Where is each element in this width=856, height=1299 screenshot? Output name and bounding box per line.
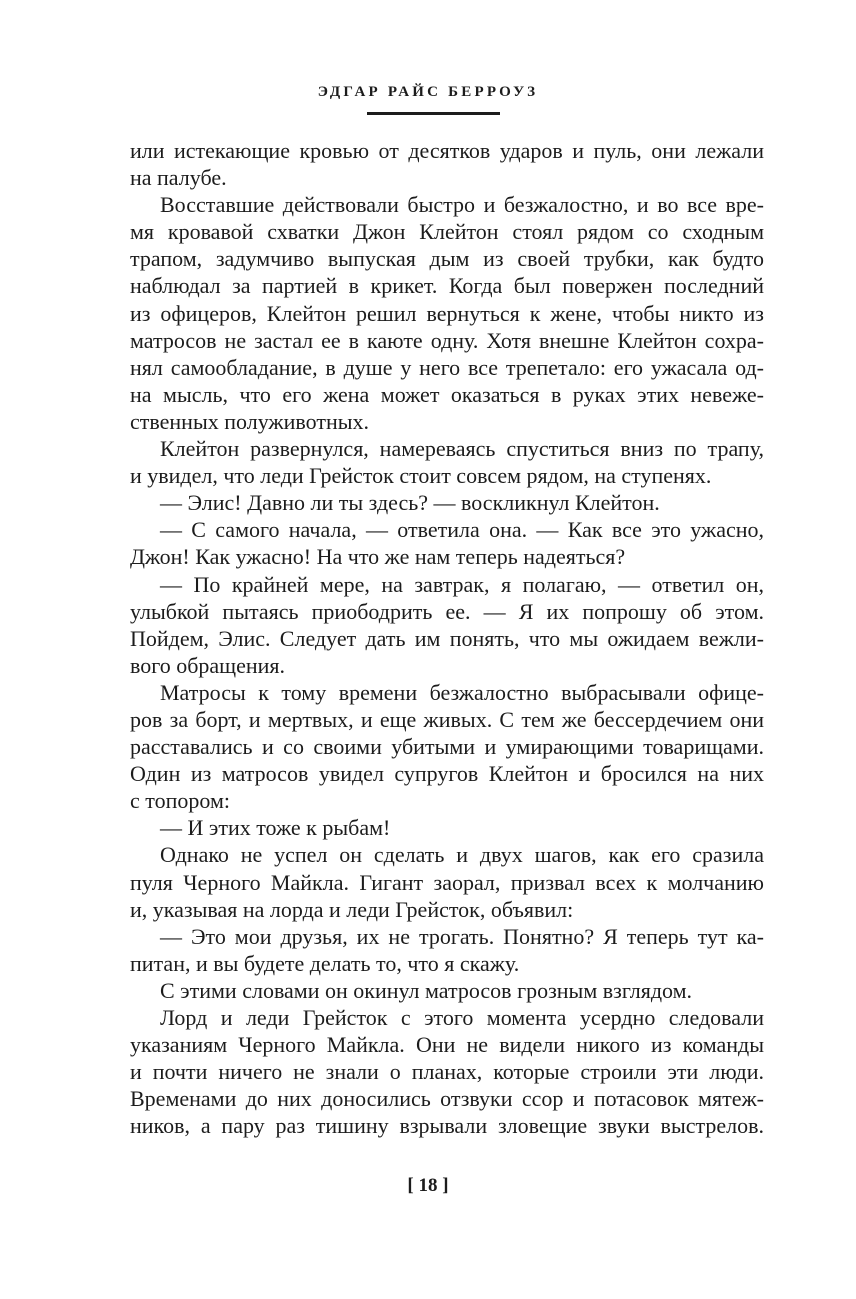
text-line: — Элис! Давно ли ты здесь? — воскликнул Клейтон. xyxy=(160,490,660,516)
text-line: вого обращения. xyxy=(130,652,286,678)
text-line: на мысль, что его жена может оказаться в руках этих невеже- xyxy=(130,381,764,407)
text-line: трапом, задумчиво выпуская дым из своей трубки, как будто xyxy=(130,246,764,272)
body-text xyxy=(130,137,764,1139)
text-line: и увидел, что леди Грейсток стоит совсем рядом, на ступенях. xyxy=(130,463,712,489)
page-number: [ 18 ] xyxy=(407,1175,449,1196)
text-line: — По крайней мере, на завтрак, я полагаю, — ответил он, xyxy=(160,571,764,597)
text-line: улыбкой пытаясь приободрить ее. — Я их попрошу об этом. xyxy=(130,598,764,624)
text-line: нял самообладание, в душе у него все трепетало: его ужасала од- xyxy=(130,354,764,380)
text-line: расставались и со своими убитыми и умирающими товарищами. xyxy=(130,734,764,760)
text-line: питан, и вы будете делать то, что я скажу. xyxy=(130,950,520,976)
text-line: Временами до них доносились отзвуки ссор и потасовок мятеж- xyxy=(130,1086,764,1112)
text-line: С этими словами он окинул матросов грозным взглядом. xyxy=(160,977,693,1003)
text-line: Пойдем, Элис. Следует дать им понять, что мы ожидаем вежли- xyxy=(130,625,764,651)
text-line: с топором: xyxy=(130,788,230,814)
text-line: наблюдал за партией в крикет. Когда был повержен последний xyxy=(130,273,764,299)
text-line: и, указывая на лорда и леди Грейсток, объявил: xyxy=(130,896,574,922)
text-line: Восставшие действовали быстро и безжалостно, и во все вре- xyxy=(160,192,764,218)
text-line: — И этих тоже к рыбам! xyxy=(160,815,391,841)
text-line: на палубе. xyxy=(130,165,227,191)
text-line: Клейтон развернулся, намереваясь спуститься вниз по трапу, xyxy=(160,436,764,462)
text-line: Однако не успел он сделать и двух шагов, как его сразила xyxy=(160,842,764,868)
text-line: Матросы к тому времени безжалостно выбрасывали офице- xyxy=(160,679,764,705)
text-line: ников, а пару раз тишину взрывали зловещие звуки выстрелов. xyxy=(130,1113,764,1139)
text-line: Джон! Как ужасно! На что же нам теперь надеяться? xyxy=(130,544,626,570)
text-line: указаниям Черного Майкла. Они не видели никого из команды xyxy=(130,1032,764,1058)
text-line: ственных полуживотных. xyxy=(130,408,369,434)
text-line: Один из матросов увидел супругов Клейтон и бросился на них xyxy=(130,761,764,787)
text-line: и почти ничего не знали о планах, которые строили эти люди. xyxy=(130,1059,764,1085)
text-line: мя кровавой схватки Джон Клейтон стоял рядом со сходным xyxy=(130,219,764,245)
text-line: или истекающие кровью от десятков ударов и пуль, они лежали xyxy=(130,138,764,163)
text-line: — С самого начала, — ответила она. — Как все это ужасно, xyxy=(160,517,764,543)
text-line: пуля Черного Майкла. Гигант заорал, призвал всех к молчанию xyxy=(130,869,764,895)
text-line: ров за борт, и мертвых, и еще живых. С тем же бессердечием они xyxy=(130,706,764,732)
text-line: из офицеров, Клейтон решил вернуться к жене, чтобы никто из xyxy=(130,300,764,326)
running-head-author: ЭДГАР РАЙС БЕРРОУЗ xyxy=(317,84,539,100)
text-line: — Это мои друзья, их не трогать. Понятно? Я теперь тут ка- xyxy=(160,923,764,949)
header-rule xyxy=(367,112,500,115)
text-line: Лорд и леди Грейсток с этого момента усердно следовали xyxy=(160,1005,764,1030)
text-line: матросов не застал ее в каюте одну. Хотя внешне Клейтон сохра- xyxy=(130,327,764,353)
